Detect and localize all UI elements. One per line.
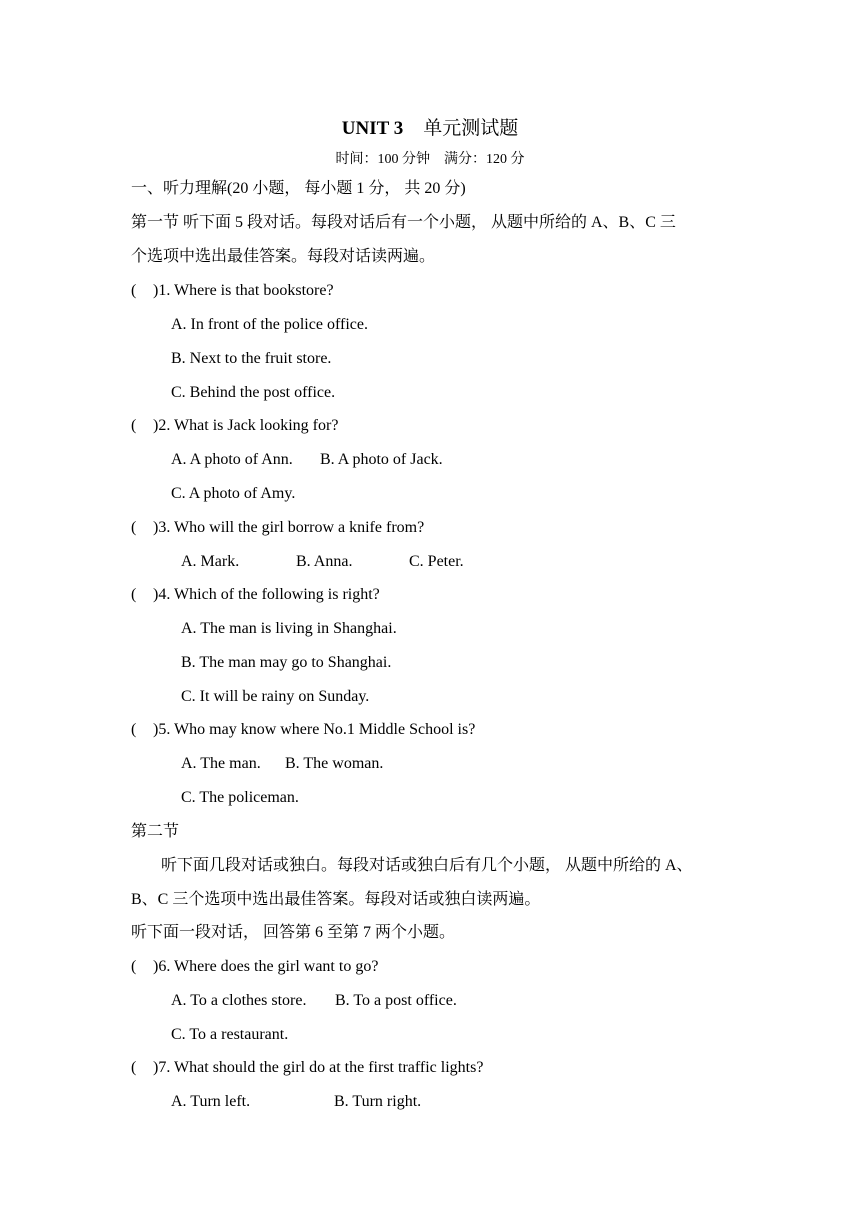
dialogue-intro: 听下面一段对话， 回答第 6 至第 7 两个小题。 xyxy=(131,924,456,941)
question-2 xyxy=(131,415,338,437)
option-b: B. To a post office. xyxy=(335,992,457,1009)
option-b: B. Anna. xyxy=(296,553,353,570)
answer-blank: ( xyxy=(131,1059,137,1076)
part1-instruction-line2: 个选项中选出最佳答案。每段对话读两遍。 xyxy=(131,248,436,265)
question-stem: )5. Who may know where No.1 Middle School is? xyxy=(153,721,476,738)
answer-blank: ( xyxy=(131,519,137,536)
option-a: A. The man is living in Shanghai. xyxy=(181,620,397,637)
option-b: B. The man may go to Shanghai. xyxy=(181,654,392,671)
part1-instruction-line1: 第一节 听下面 5 段对话。每段对话后有一个小题， 从题中所给的 A、B、C 三 xyxy=(131,214,676,231)
question-stem: )7. What should the girl do at the first traffic lights? xyxy=(153,1059,484,1076)
page-title xyxy=(0,115,860,142)
option-c: C. A photo of Amy. xyxy=(171,485,296,502)
answer-blank: ( xyxy=(131,417,137,434)
options-row xyxy=(171,449,443,471)
part2-instruction-line2: B、C 三个选项中选出最佳答案。每段对话或独白读两遍。 xyxy=(131,891,541,908)
options-row xyxy=(181,551,464,573)
options-row xyxy=(171,990,457,1012)
title-unit: UNIT 3 xyxy=(341,118,404,139)
option-a: A. The man. xyxy=(181,755,261,772)
option-b: B. Turn right. xyxy=(334,1093,422,1110)
option-c: C. To a restaurant. xyxy=(171,1026,289,1043)
question-1 xyxy=(131,280,334,302)
exam-info xyxy=(0,150,860,170)
option-c: C. Behind the post office. xyxy=(171,384,336,401)
part2-heading: 第二节 xyxy=(131,823,180,840)
question-3 xyxy=(131,517,424,539)
question-stem: )6. Where does the girl want to go? xyxy=(153,958,379,975)
answer-blank: ( xyxy=(131,586,137,603)
option-c: C. The policeman. xyxy=(181,789,299,806)
option-a: A. Turn left. xyxy=(171,1093,251,1110)
question-stem: )4. Which of the following is right? xyxy=(153,586,380,603)
question-7 xyxy=(131,1057,483,1079)
title-cn: 单元测试题 xyxy=(423,117,519,139)
option-a: A. Mark. xyxy=(181,553,240,570)
option-b: B. A photo of Jack. xyxy=(320,451,443,468)
option-c: C. It will be rainy on Sunday. xyxy=(181,688,370,705)
option-b: B. The woman. xyxy=(285,755,384,772)
section1-heading: 一、听力理解(20 小题， 每小题 1 分， 共 20 分) xyxy=(131,180,466,197)
question-5 xyxy=(131,719,475,741)
options-row xyxy=(171,1091,421,1113)
question-stem: )1. Where is that bookstore? xyxy=(153,282,334,299)
option-c: C. Peter. xyxy=(409,553,464,570)
answer-blank: ( xyxy=(131,958,137,975)
question-6 xyxy=(131,956,378,978)
answer-blank: ( xyxy=(131,282,137,299)
answer-blank: ( xyxy=(131,721,137,738)
option-b: B. Next to the fruit store. xyxy=(171,350,332,367)
options-row xyxy=(181,753,383,775)
question-stem: )2. What is Jack looking for? xyxy=(153,417,339,434)
time-info: 时间：100 分钟 xyxy=(335,152,430,167)
question-stem: )3. Who will the girl borrow a knife from? xyxy=(153,519,425,536)
option-a: A. A photo of Ann. xyxy=(171,451,293,468)
option-a: A. To a clothes store. xyxy=(171,992,307,1009)
part2-instruction-line1: 听下面几段对话或独白。每段对话或独白后有几个小题， 从题中所给的 A、 xyxy=(161,857,693,874)
option-a: A. In front of the police office. xyxy=(171,316,368,333)
question-4 xyxy=(131,584,380,606)
score-info: 满分：120 分 xyxy=(444,152,525,167)
